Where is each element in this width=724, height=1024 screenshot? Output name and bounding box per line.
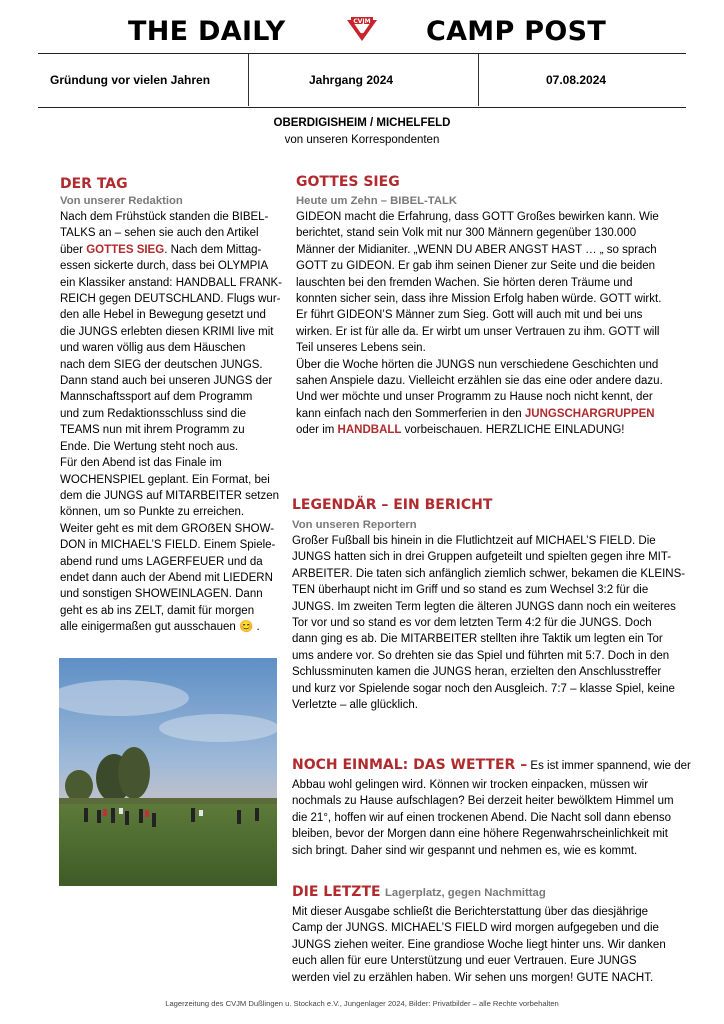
text-line: nach dem SIEG der deutschen JUNGS. <box>60 358 263 371</box>
highlight-text: GOTTES SIEG <box>86 243 165 256</box>
text-line: sahen Anspiele dazu. Vielleicht erzählen sie das eine oder andere dazu. <box>296 375 663 388</box>
masthead-rule-top <box>38 53 686 54</box>
text-line: Mannschaftssport auf dem Programm <box>60 391 253 404</box>
text-line: essen sickerte durch, dass bei OLYMPIA <box>60 260 269 273</box>
text-line: ein Klassiker anstand: HANDBALL FRANK- <box>60 276 282 289</box>
wetter-body <box>292 777 674 859</box>
text-line: Teil unseres Lebens sein. <box>296 342 426 355</box>
text-line: können, um so Punkte zu erreichen. <box>60 506 245 519</box>
text-line: bleiben, bevor der Morgen dann eine höhere Regenwahrscheinlichkeit mit <box>292 828 668 841</box>
text-line: DON in MICHAEL’S FIELD. Einem Spiele- <box>60 539 276 552</box>
text-line: ARBEITER. Die taten sich anfänglich ziemlich schwer, bekamen die KLEINS- <box>292 567 686 580</box>
text-line: und zum Redaktionsschluss sind die <box>60 407 247 420</box>
text-line: und waren völlig aus dem Häuschen <box>60 342 246 355</box>
text-line: Tor vor und so stand es vor dem letzten Term 4:2 für die JUNGS. Doch <box>292 617 652 630</box>
text-line: dem die JUNGS auf MITARBEITER setzen <box>60 489 279 502</box>
gottes-sieg-title: GOTTES SIEG <box>296 174 400 190</box>
wetter-section <box>292 757 691 774</box>
text-line: über GOTTES SIEG. Nach dem Mittag- <box>60 243 262 256</box>
volume-label: Jahrgang 2024 <box>309 73 394 87</box>
text-line: alle einigermaßen gut ausschauen 😊 . <box>60 621 260 634</box>
text-line: wirken. Er ist für alle da. Er wirbt um unser Vertrauen zu ihm. GOTT will <box>296 325 660 338</box>
text-line: GOTT zu GIDEON. Er gab ihm seinen Diener zur Seite und die beiden <box>296 260 656 273</box>
masthead-title-left: THE DAILY <box>128 16 286 47</box>
text-line: Und wer möchte und unser Programm zu Hause noch nicht kennt, der <box>296 391 653 404</box>
text-line: ums andere vor. So drehten sie das Spiel und führten mit 5:7. Doch in den <box>292 649 670 662</box>
die-letzte-subtitle: Lagerplatz, gegen Nachmittag <box>385 887 546 899</box>
text-line: oder im HANDBALL vorbeischauen. HERZLICHE EINLADUNG! <box>296 424 625 437</box>
text-line: nochmals zu Hause aufschlagen? Bei derzeit heiter bewölktem Himmel um <box>292 795 674 808</box>
text-line: JUNGS. Im zweiten Term legten die älteren JUNGS dann noch ein weiteres <box>292 600 676 613</box>
text-line: und kurz vor Spielende sogar noch den Ausgleich. 7:7 – klasse Spiel, keine <box>292 682 675 695</box>
gottes-sieg-body <box>296 209 666 439</box>
text-line: berichtet, stand sein Volk mit nur 300 Männern gegenüber 130.000 <box>296 227 637 240</box>
text-line: Ende. Die Wertung steht noch aus. <box>60 440 239 453</box>
text-line: GIDEON macht die Erfahrung, dass GOTT Großes bewirken kann. Wie <box>296 211 659 223</box>
text-line: TEN überhaupt nicht im Griff und so stand es zum Wechsel 3:2 für die <box>292 584 649 597</box>
legendaer-body <box>292 533 686 713</box>
text-line: JUNGS ziehen weiter. Eine grandiose Woche liegt hinter uns. Wir danken <box>292 938 666 951</box>
text-line: Männer der Midianiter. „WENN DU ABER ANGST HAST … „ so sprach <box>296 243 657 256</box>
text-line: TEAMS nun mit ihrem Programm zu <box>60 424 245 437</box>
text-line: Camp der JUNGS. MICHAEL’S FIELD wird morgen aufgegeben und die <box>292 922 659 935</box>
text-line: geht es ab ins ZELT, damit für morgen <box>60 604 255 617</box>
svg-text:CVJM: CVJM <box>353 18 371 25</box>
legendaer-title: LEGENDÄR – EIN BERICHT <box>292 497 493 513</box>
masthead-rule-bottom <box>38 107 686 108</box>
footer-credits: Lagerzeitung des CVJM Dußlingen u. Stockach e.V., Jungenlager 2024, Bilder: Privatbilder – alle Rechte vorbehalten <box>165 999 559 1008</box>
text-line: die 21°, hoffen wir auf einen trockenen Abend. Die Nacht soll dann ebenso <box>292 811 672 824</box>
founded-label: Gründung vor vielen Jahren <box>50 73 211 87</box>
text-line: WOCHENSPIEL geplant. Ein Format, bei <box>60 473 270 486</box>
die-letzte-title: DIE LETZTE <box>292 884 381 900</box>
masthead-title-right: CAMP POST <box>426 16 607 47</box>
text-line: Großer Fußball bis hinein in die Flutlichtzeit auf MICHAEL’S FIELD. Die <box>292 535 656 547</box>
cvjm-logo-icon <box>343 14 381 44</box>
text-line: endet dann auch der Abend mit LIEDERN <box>60 571 273 584</box>
dateline-location: OBERDIGISHEIM / MICHELFELD <box>273 117 451 129</box>
text-line: Über die Woche hörten die JUNGS nun verschiedene Geschichten und <box>296 358 659 371</box>
gottes-sieg-subtitle: Heute um Zehn – BIBEL-TALK <box>296 195 458 207</box>
text-line: Verletzte – alle glücklich. <box>292 699 418 712</box>
der-tag-subtitle: Von unserer Redaktion <box>60 195 183 207</box>
text-line: sich bringt. Daher sind wir gespannt und nehmen es, wie es kommt. <box>292 844 638 857</box>
text-line: den alle Hebel in Bewegung gesetzt und <box>60 309 266 322</box>
der-tag-title: DER TAG <box>60 176 128 192</box>
text-line: die JUNGS erlebten diesen KRIMI live mit <box>60 325 274 338</box>
wetter-first-line: Es ist immer spannend, wie der <box>530 760 691 772</box>
text-line: JUNGS hatten sich in drei Gruppen aufgeteilt und spielten gegen ihre MIT- <box>292 551 672 564</box>
text-line: Schlussminuten kamen die JUNGS heran, erzielten den Anschlusstreffer <box>292 666 662 679</box>
text-line: Für den Abend ist das Finale im <box>60 457 222 470</box>
text-line: Abbau wohl gelingen wird. Können wir trocken einpacken, müssen wir <box>292 779 649 791</box>
text-line: und sonstigen SHOWEINLAGEN. Dann <box>60 588 263 601</box>
text-line: Weiter geht es mit dem GROẞEN SHOW- <box>60 522 275 535</box>
highlight-text: HANDBALL <box>337 424 402 437</box>
camp-football-photo <box>59 658 277 886</box>
info-divider-1 <box>248 54 249 106</box>
text-line: dann ging es ab. Die MITARBEITER stellten ihre Taktik um legten ein Tor <box>292 633 663 646</box>
die-letzte-heading <box>292 883 546 901</box>
text-line: euch allen für eure Unterstützung und euer Vertrauen. Eure JUNGS <box>292 955 637 968</box>
text-line: Mit dieser Ausgabe schließt die Berichterstattung über das diesjährige <box>292 906 649 918</box>
text-line: Nach dem Frühstück standen die BIBEL- <box>60 211 269 223</box>
text-line: werden viel zu erzählen haben. Wir sehen uns morgen! GUTE NACHT. <box>292 971 654 984</box>
text-line: konnten sicher sein, dass ihre Mission Erfolg haben würde. GOTT wirkt. <box>296 293 662 306</box>
der-tag-body <box>60 209 282 636</box>
text-line: Dann stand auch bei unseren JUNGS der <box>60 375 273 388</box>
issue-date: 07.08.2024 <box>546 73 607 87</box>
highlight-text: JUNGSCHARGRUPPEN <box>524 407 655 420</box>
text-line: REICH gegen DEUTSCHLAND. Flugs wur- <box>60 293 281 306</box>
text-line: TALKS an – sehen sie auch den Artikel <box>60 227 259 240</box>
info-divider-2 <box>478 54 479 106</box>
text-line: lauschten bei den fremden Wachen. Sie hörten deren Träume und <box>296 276 633 289</box>
dateline-byline: von unseren Korrespondenten <box>284 134 440 146</box>
legendaer-subtitle: Von unseren Reportern <box>292 519 417 531</box>
text-line: kann einfach nach den Sommerferien in den JUNGSCHARGRUPPEN <box>296 407 655 420</box>
wetter-title: NOCH EINMAL: DAS WETTER – <box>292 757 528 773</box>
text-line: abend rund ums LAGERFEUER und da <box>60 555 263 568</box>
die-letzte-body <box>292 904 668 986</box>
text-line: Er führt GIDEON’S Männer zum Sieg. Gott will auch mit und bei uns <box>296 309 643 322</box>
